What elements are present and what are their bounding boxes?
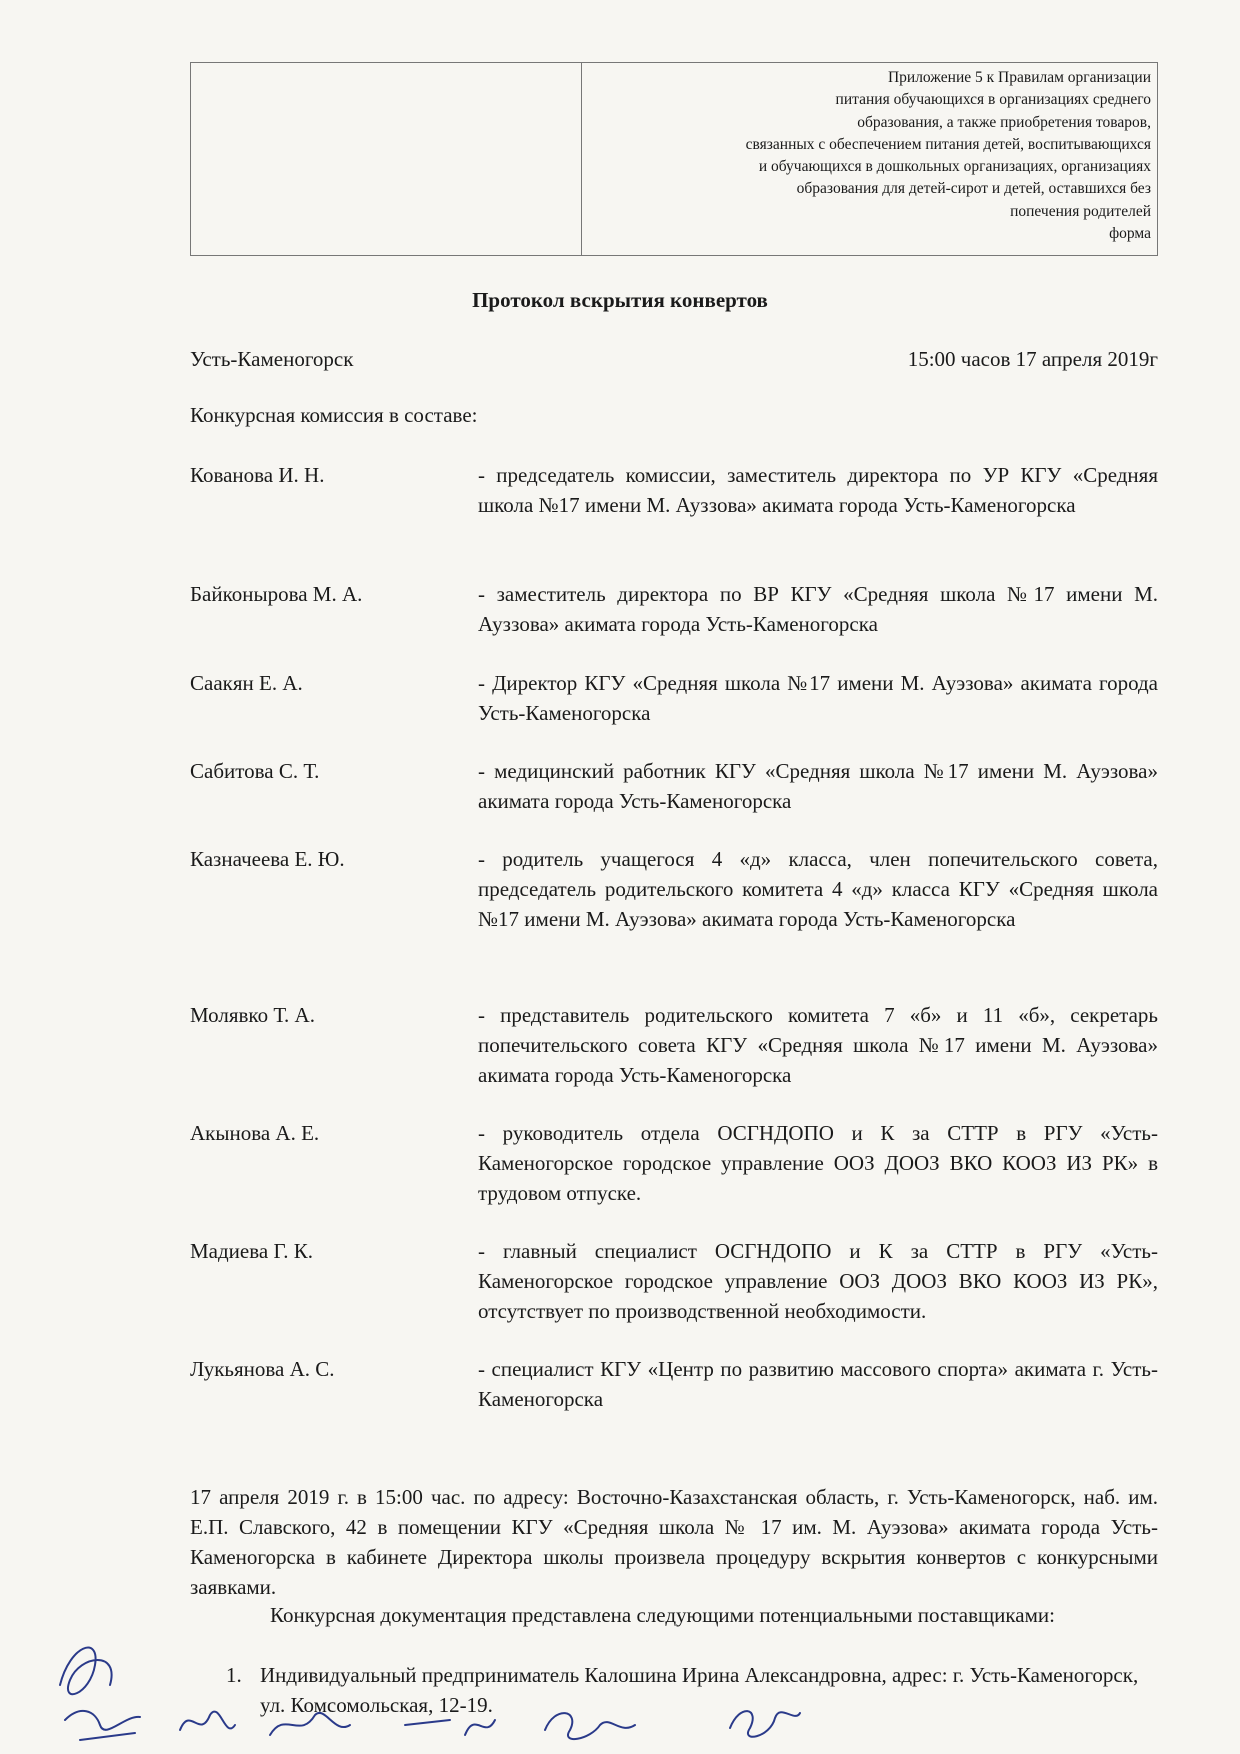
- document-title: Протокол вскрытия конвертов: [472, 288, 768, 312]
- member-name: Сабитова С. Т.: [190, 759, 320, 783]
- member-name: Казначеева Е. Ю.: [190, 847, 345, 871]
- appendix-line: образования, а также приобретения товаров,: [857, 113, 1151, 131]
- document-datetime: 15:00 часов 17 апреля 2019г: [907, 347, 1158, 371]
- commission-intro: Конкурсная комиссия в составе:: [190, 403, 478, 427]
- appendix-line: питания обучающихся в организациях среднего: [835, 91, 1151, 109]
- member-name: Молявко Т. А.: [190, 1003, 315, 1027]
- appendix-line: попечения родителей: [1010, 202, 1151, 220]
- member-role: - Директор КГУ «Средняя школа №17 имени М. Ауэзова» акимата города Усть-Каменогорска: [478, 671, 1158, 725]
- member-role: - представитель родительского комитета 7 «б» и 11 «б», секретарь попечительского совета КГУ «Средняя школа №17 имени М. Ауэзова» акимата города Усть-Каменогорска: [478, 1003, 1158, 1087]
- appendix-note: [582, 63, 1157, 255]
- member-role: - специалист КГУ «Центр по развитию массового спорта» акимата г. Усть-Каменогорска: [478, 1357, 1158, 1411]
- appendix-empty-cell: [191, 63, 582, 255]
- member-role: - председатель комиссии, заместитель директора по УР КГУ «Средняя школа №17 имени М. Ауззова» акимата города Усть-Каменогорска: [478, 463, 1158, 517]
- appendix-form-label: форма: [1109, 225, 1151, 243]
- member-role: - руководитель отдела ОСГНДОПО и К за СТТР в РГУ «Усть-Каменогорское городское управление ООЗ ДООЗ ВКО КООЗ ИЗ РК» в трудовом отпуске.: [478, 1121, 1158, 1205]
- member-name: Кованова И. Н.: [190, 463, 325, 487]
- suppliers-intro: Конкурсная документация представлена следующими потенциальными поставщиками:: [270, 1603, 1055, 1627]
- document-city: Усть-Каменогорск: [190, 347, 354, 371]
- list-number: 1.: [226, 1663, 242, 1687]
- member-name: Акынова А. Е.: [190, 1121, 320, 1145]
- member-role: - заместитель директора по ВР КГУ «Средняя школа №17 имени М. Ауззова» акимата города Усть-Каменогорска: [478, 582, 1158, 636]
- signature: [175, 1695, 695, 1751]
- member-name: Мадиева Г. К.: [190, 1239, 313, 1263]
- supplier-text: Индивидуальный предприниматель Калошина Ирина Александровна, адрес: г. Усть-Каменогорск, ул. Комсомольская, 12-19.: [260, 1663, 1139, 1717]
- member-role: - родитель учащегося 4 «д» класса, член попечительского совета, председатель родительского комитета 4 «д» класса КГУ «Средняя школа №17 имени М. Ауэзова» акимата города Усть-Каменогорска: [478, 847, 1158, 931]
- signature: [720, 1698, 810, 1748]
- appendix-line: Приложение 5 к Правилам организации: [887, 69, 1151, 86]
- signature: [40, 1625, 160, 1750]
- appendix-line: и обучающихся в дошкольных организациях, организациях: [758, 158, 1151, 176]
- appendix-table: [190, 62, 1158, 256]
- member-role: - медицинский работник КГУ «Средняя школа №17 имени М. Ауэзова» акимата города Усть-Каменогорска: [478, 759, 1158, 813]
- appendix-line: образования для детей-сирот и детей, оставшихся без: [796, 180, 1151, 198]
- member-name: Лукьянова А. С.: [190, 1357, 335, 1381]
- member-name: Саакян Е. А.: [190, 671, 303, 695]
- member-name: Байконырова М. А.: [190, 582, 363, 606]
- appendix-line: связанных с обеспечением питания детей, воспитывающихся: [745, 135, 1151, 153]
- opening-paragraph: 17 апреля 2019 г. в 15:00 час. по адресу: Восточно-Казахстанская область, г. Усть-Каменогорск, наб. им. Е.П. Славского, 42 в помещении КГУ «Средняя школа № 17 им. М. Ауэзова» акимата города Усть-Каменогорска в кабинете Директора школы произвела процедуру вскрытия конвертов с конкурсными заявками.: [190, 1485, 1158, 1599]
- member-role: - главный специалист ОСГНДОПО и К за СТТР в РГУ «Усть-Каменогорское городское управление ООЗ ДООЗ ВКО КООЗ ИЗ РК», отсутствует по производственной необходимости.: [478, 1239, 1158, 1323]
